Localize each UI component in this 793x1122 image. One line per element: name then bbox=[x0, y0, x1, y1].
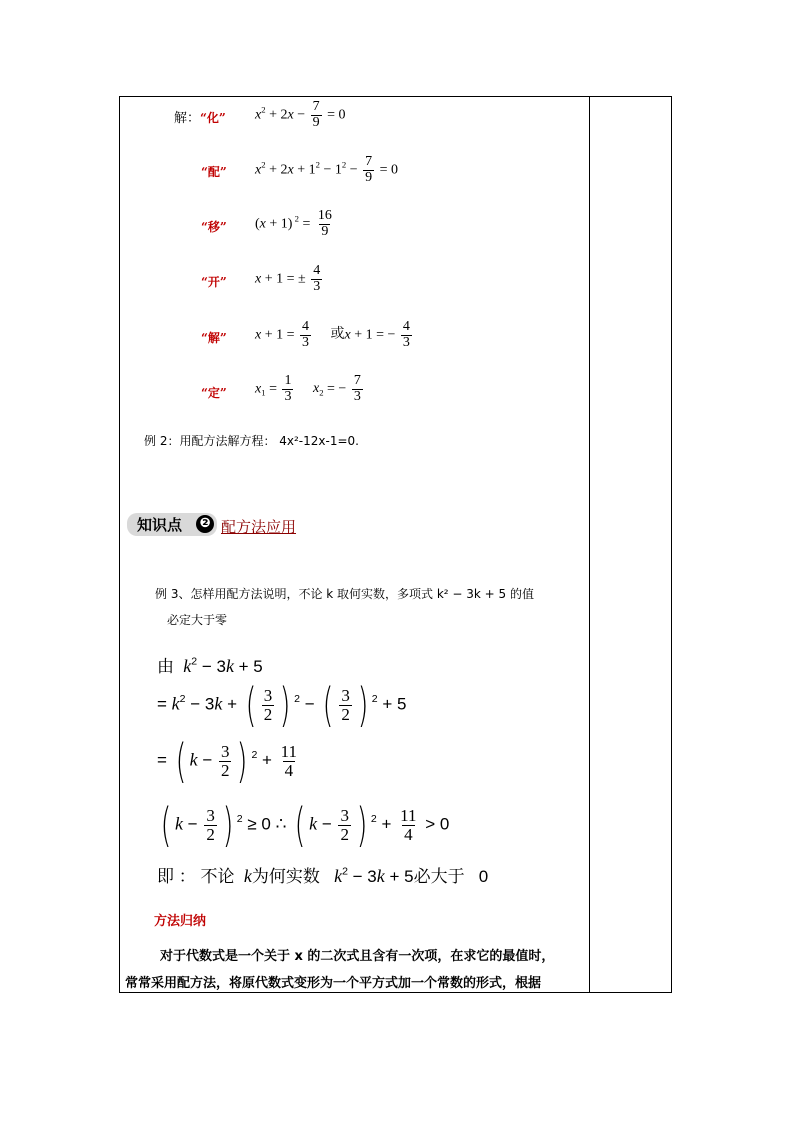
example-2: 例 2：用配方法解方程： 4x²-12x-1=0. bbox=[144, 434, 359, 448]
derivation-conclusion: 即 ： 不论 k为何实数 $k^2 - 3k + 5$必大于 0 bbox=[157, 865, 489, 886]
equation-yi: (x + 1) $^2$ = $\frac{16}{9}$ bbox=[255, 208, 332, 239]
step-tag: “解” bbox=[201, 331, 227, 345]
column-divider bbox=[589, 97, 590, 992]
derivation-line-1: 由 $k^2 - 3k + 5$ bbox=[157, 655, 263, 676]
solution-prefix: 解： bbox=[174, 111, 201, 126]
or-word: 或 bbox=[330, 327, 345, 343]
equation-jie: x + 1 = $\frac{4}{3}$ 或x + 1 = − $\frac{4}{3}$ bbox=[255, 319, 410, 350]
knowledge-point-title[interactable]: 配方法应用 bbox=[221, 518, 297, 536]
knowledge-point-label: 知识点 bbox=[137, 516, 183, 534]
equation-ding: $x_1$ = $\frac{1}{3}$ $x_2$ = − $\frac{7}{3}$ bbox=[255, 373, 361, 404]
example-3-line2: 必定大于零 bbox=[167, 613, 228, 627]
conclusion-prefix: 即 ： 不论 bbox=[157, 867, 235, 886]
conclusion-mid: 为何实数 bbox=[251, 867, 320, 886]
equation-pei: $x^2 + 2x + 1^2 - 1^2$ − $\frac{7}{9}$ = 0 bbox=[255, 154, 398, 185]
derivation-you: 由 bbox=[157, 657, 174, 676]
method-line-1: 对于代数式是一个关于 x 的二次式且含有一次项，在求它的最值时， bbox=[160, 949, 555, 964]
step-tag: “开” bbox=[201, 275, 227, 289]
knowledge-point-number: ❷ bbox=[196, 515, 214, 533]
method-line-2: 常常采用配方法，将原代数式变形为一个平方式加一个常数的形式，根据 bbox=[125, 976, 542, 991]
equation-hua: $x^2 + 2x$ − $\frac{7}{9}$ = 0 bbox=[255, 99, 346, 130]
derivation-line-3: = ( k − $\frac{3}{2}$ ) $^2$ + $\frac{11}{4}$ bbox=[157, 734, 298, 788]
step-tag: “定” bbox=[201, 386, 227, 400]
equation-kai: x + 1 = ± $\frac{4}{3}$ bbox=[255, 263, 321, 294]
step-tag: “移” bbox=[201, 220, 227, 234]
method-heading: 方法归纳 bbox=[154, 914, 207, 929]
step-tag: “化” bbox=[200, 111, 226, 125]
derivation-line-4: ( k − $\frac{3}{2}$ ) $^2$ ≥ 0 ∴ ( k − $\frac{3}{2}$ ) $^2$ + $\frac{11}{4}$ > 0 bbox=[160, 798, 450, 852]
step-tag: “配” bbox=[201, 165, 227, 179]
derivation-line-2: = $k^2 - 3k$ + ( $\frac{3}{2}$ ) $^2$ − ( $\frac{3}{2}$ ) $^2$ + 5 bbox=[157, 678, 407, 732]
example-3-line1: 例 3、怎样用配方法说明，不论 k 取何实数，多项式 k² − 3k + 5 的值 bbox=[155, 587, 535, 601]
solution-step-hua bbox=[174, 107, 226, 126]
conclusion-end: 必大于 bbox=[413, 867, 465, 886]
